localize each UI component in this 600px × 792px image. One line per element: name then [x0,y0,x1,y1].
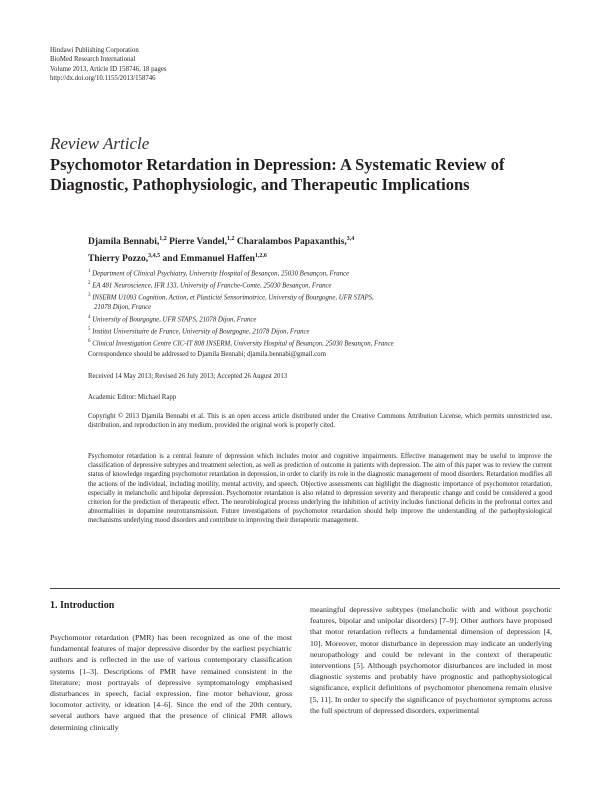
affiliation: $^5$ Institut Universitaire de France, University of Bourgogne, 21078 Dijon, France [88,327,310,336]
volume-line: Volume 2013, Article ID 158746, 18 pages [50,65,167,73]
abstract: Psychomotor retardation is a central feature of depression which includes motor and cognitive impairments. Effective management may be useful to improve the classification of depressive subtypes and treatment selection, as well as prediction of outcome in patients with depression. The aim of this paper was to review the current status of knowledge regarding psychomotor retardation in depression, in order to clarify its role in the diagnostic management of mood disorders. Retardation modifies all the actions of the individual, including motility, mental activity, and speech. Objective assessments can highlight the diagnostic importance of psychomotor retardation, especially in melancholic and bipolar depression. Psychomotor retardation is also related to depression severity and therapeutic change and could be considered a good criterion for the prediction of therapeutic effect. The neurobiological process underlying the inhibition of activity includes functional deficits in the prefrontal cortex and abnormalities in dopamine neurotransmission. Future investigations of psychomotor retardation should help improve the understanding of the pathophysiological mechanisms underlying mood disorders and contribute to improving their therapeutic management. [88,453,552,525]
article-title: Psychomotor Retardation in Depression: A Systematic Review of Diagnostic, Pathophysiologic, and Therapeutic Implications [50,155,505,194]
affiliation-list [88,267,558,349]
author: and Emmanuel Haffen$^{1,2,6}$ [162,252,267,264]
article-dates: Received 14 May 2013; Revised 26 July 2013; Accepted 26 August 2013 [88,373,288,380]
author: Djamila Bennabi,$^{1,2}$ [88,236,167,248]
affiliation: $^6$ Clinical Investigation Centre CIC-IT 808 INSERM, University Hospital of Besançon, 25030 Besançon, France [88,339,394,348]
academic-editor: Academic Editor: Michael Rapp [88,394,177,401]
author: Charalambos Papaxanthis,$^{3,4}$ [236,236,355,248]
section-heading: 1. Introduction [50,600,115,611]
body-column-left: Psychomotor retardation (PMR) has been recognized as one of the most fundamental features of major depressive disorder by the earliest psychiatric authors and is reflected in the use of various contemporary classification systems [1–3]. Descriptions of PMR have remained consistent in the literature; most portrayals of depressive symptomatology emphasised disturbances in speech, facial expression, fine motor behaviour, gross locomotor activity, or ideation [4–6]. Since the end of the 20th century, several authors have argued that the presence of clinical PMR allows determining clinically [50,633,292,732]
article-type: Review Article [50,134,150,153]
doi-link[interactable]: http://dx.doi.org/10.1155/2013/158746 [50,75,156,83]
correspondence: Correspondence should be addressed to Djamila Bennabi; djamila.bennabi@gmail.com [88,351,326,358]
copyright-notice: Copyright © 2013 Djamila Bennabi et al. This is an open access article distributed under the Creative Commons Attribution License, which permits unrestricted use, distribution, and reproduction in any medium, provided the original work is properly cited. [88,413,552,430]
affiliation: $^4$ University of Bourgogne, UFR STAPS, 21078 Dijon, France [88,314,257,324]
author-list [88,233,528,266]
affiliation: $^1$ Department of Clinical Psychiatry, University Hospital of Besançon, 25030 Besançon, France [88,269,350,278]
author: Thierry Pozzo,$^{3,4,5}$ [88,252,161,264]
publisher-line: Hindawi Publishing Corporation [50,47,139,54]
journal-header [50,46,167,84]
divider [50,588,560,589]
journal-line: BioMed Research International [50,56,136,64]
affiliation: $^2$ EA 481 Neuroscience, IFR 133, University of Franche-Comte, 25030 Besançon, France [88,281,332,290]
affiliation: 21078 Dijon, France [94,304,152,312]
author: Pierre Vandel,$^{1,2}$ [169,236,235,248]
body-column-right: meaningful depressive subtypes (melancholic with and without psychotic features, bipolar and unipolar disorders) [7–9]. Other authors have proposed that motor retardation reflects a fundamental dimension of depression [4, 10]. Moreover, motor disturbance in depression may indicate an underlying neuropathology and could be relevant in the context of therapeutic interventions [5]. Although psychomotor disturbances are included in most diagnostic systems and probably have prognostic and pathophysiological significance, explicit definitions of psychomotor phenomena remain elusive [5, 11]. In order to specify the significance of psychomotor symptoms across the full spectrum of depressed disorders, experimental [310,605,552,715]
affiliation: $^3$ INSERM U1093 Cognition, Action, et Plasticité Sensorimotrice, University of Bourgogne, UFR STAPS, [88,293,374,302]
